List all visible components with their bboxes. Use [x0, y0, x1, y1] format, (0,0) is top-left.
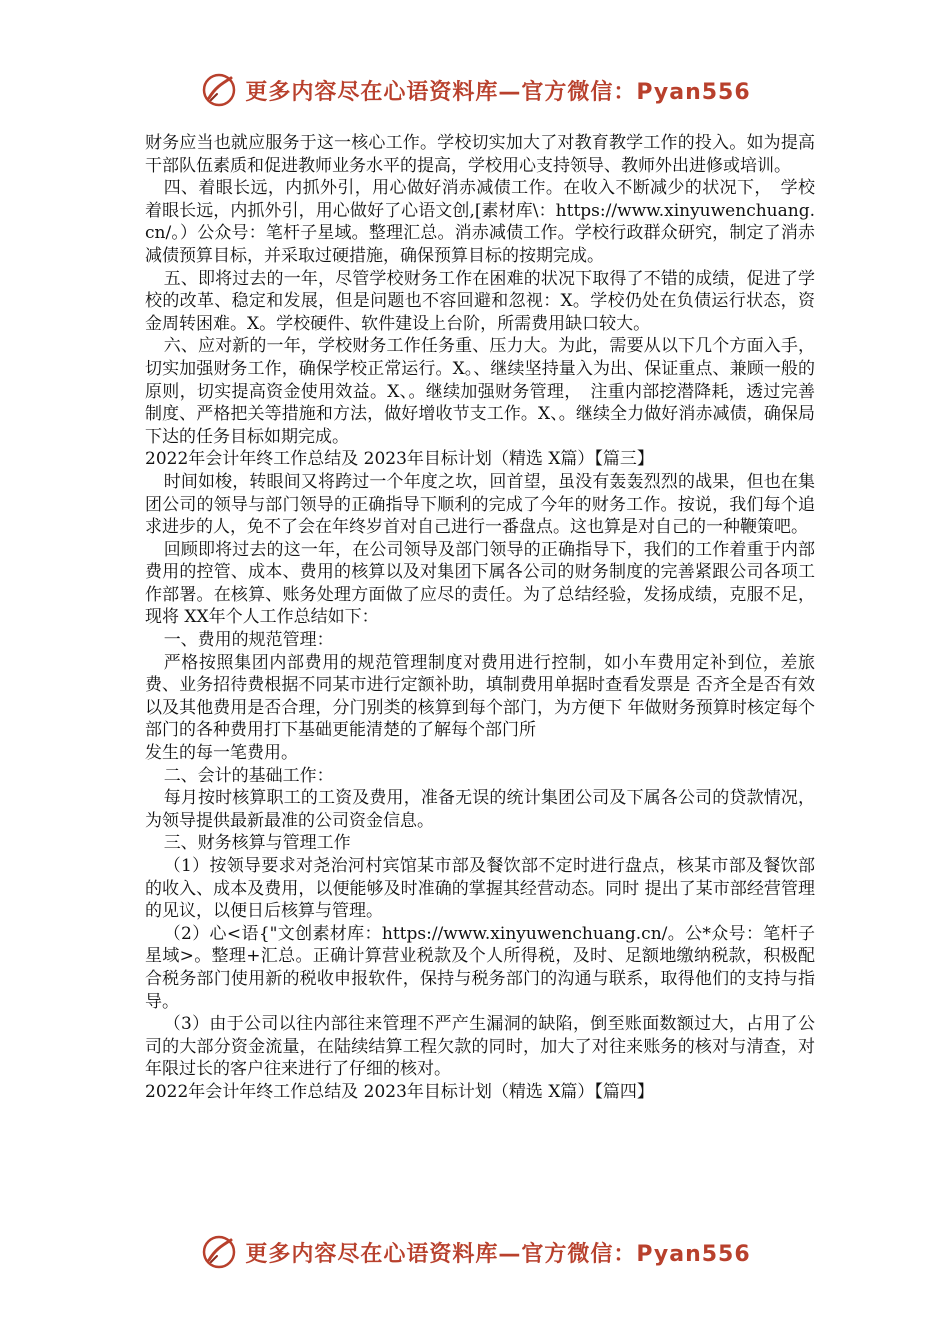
- paragraph: （1）按领导要求对尧治河村宾馆某市部及餐饮部不定时进行盘点，核某市部及餐饮部的收入、成本及费用，以便能够及时准确的掌握其经营动态。同时 提出了某市部经营管理的见议，以便日后核算与管理。: [145, 856, 815, 922]
- paragraph: 严格按照集团内部费用的规范管理制度对费用进行控制，如小车费用定补到位，差旅费、业务招待费根据不同某市进行定额补助，填制费用单据时查看发票是 否齐全是否有效以及其他费用是否合理，分门别类的核算到每个部门，为方便下 年做财务预算时核定每个部门的各种费用打下基础更能清楚的了解每个部门所: [145, 652, 815, 741]
- paragraph: 三、财务核算与管理工作: [163, 833, 351, 854]
- section-heading: 2022年会计年终工作总结及 2023年目标计划（精选 X篇）【篇三】: [145, 449, 654, 470]
- header-watermark-banner: [0, 70, 950, 110]
- document-body: [145, 132, 815, 1104]
- hand-pen-logo-icon: [199, 70, 239, 110]
- paragraph: 回顾即将过去的这一年，在公司领导及部门领导的正确指导下，我们的工作着重于内部费用的控管、成本、费用的核算以及对集团下属各公司的财务制度的完善紧跟公司各项工作部署。在核算、账务处理方面做了应尽的责任。为了总结经验，发扬成绩，克服不足，现将 XX年个人工作总结如下：: [145, 539, 815, 628]
- paragraph: 财务应当也就应服务于这一核心工作。学校切实加大了对教育教学工作的投入。如为提高干部队伍素质和促进教师业务水平的提高，学校用心支持领导、教师外出进修或培训。: [145, 133, 815, 176]
- paragraph: 每月按时核算职工的工资及费用，准备无误的统计集团公司及下属各公司的贷款情况，为领导提供最新最准的公司资金信息。: [145, 788, 815, 831]
- paragraph: 时间如梭，转眼间又将跨过一个年度之坎，回首望，虽没有轰轰烈烈的战果，但也在集团公司的领导与部门领导的正确指导下顺利的完成了今年的财务工作。按说，我们每个追求进步的人，免不了会在年终岁首对自己进行一番盘点。这也算是对自己的一种鞭策吧。: [145, 471, 815, 538]
- hand-pen-logo-icon: [199, 1232, 239, 1272]
- paragraph: （3）由于公司以往内部往来管理不严产生漏洞的缺陷，倒至账面数额过大，占用了公司的大部分资金流量，在陆续结算工程欠款的同时，加大了对往来账务的核对与清查，对年限过长的客户往来进行了仔细的核对。: [145, 1014, 815, 1080]
- paragraph: （2）心<语{"文创素材库：https://www.xinyuwenchuang.cn/。公*众号：笔杆子星域>。整理+汇总。正确计算营业税款及个人所得税，及时、足额地缴纳税款，积极配合税务部门使用新的税收申报软件，保持与税务部门的沟通与联系，取得他们的支持与指导。: [145, 923, 815, 1012]
- paragraph: 一、费用的规范管理：: [163, 630, 334, 651]
- banner-text: 更多内容尽在心语资料库—官方微信：Pyan556: [245, 1241, 751, 1267]
- paragraph: 六、应对新的一年，学校财务工作任务重、压力大。为此，需要从以下几个方面入手，切实加强财务工作，确保学校正常运行。X。、继续坚持量入为出、保证重点、兼顾一般的原则，切实提高资金使用效益。X、。继续加强财务管理， 注重内部挖潜降耗，透过完善制度、严格把关等措施和方法，做好增收节支工作。X、。继续全力做好消赤减债，确保局下达的任务目标如期完成。: [145, 336, 815, 447]
- section-heading: 2022年会计年终工作总结及 2023年目标计划（精选 X篇）【篇四】: [145, 1081, 654, 1102]
- paragraph: 五、即将过去的一年，尽管学校财务工作在困难的状况下取得了不错的成绩，促进了学校的改革、稳定和发展，但是问题也不容回避和忽视：X。学校仍处在负债运行状态，资金周转困难。X。学校硬件、软件建设上台阶，所需费用缺口较大。: [145, 268, 815, 334]
- paragraph: 发生的每一笔费用。: [145, 743, 298, 764]
- paragraph: 二、会计的基础工作：: [163, 765, 334, 786]
- footer-watermark-banner: [0, 1232, 950, 1272]
- paragraph: 四、着眼长远，内抓外引，用心做好消赤减债工作。在收入不断减少的状况下， 学校着眼长远，内抓外引，用心做好了心语文创,[素材库\：https://www.xinyuwenchuang.cn/。）公众号：笔杆子星域。整理汇总。消赤减债工作。学校行政群众研究，制定了消赤减债预算目标，并采取过硬措施，确保预算目标的按期完成。: [145, 178, 815, 266]
- banner-text: 更多内容尽在心语资料库—官方微信：Pyan556: [245, 79, 751, 105]
